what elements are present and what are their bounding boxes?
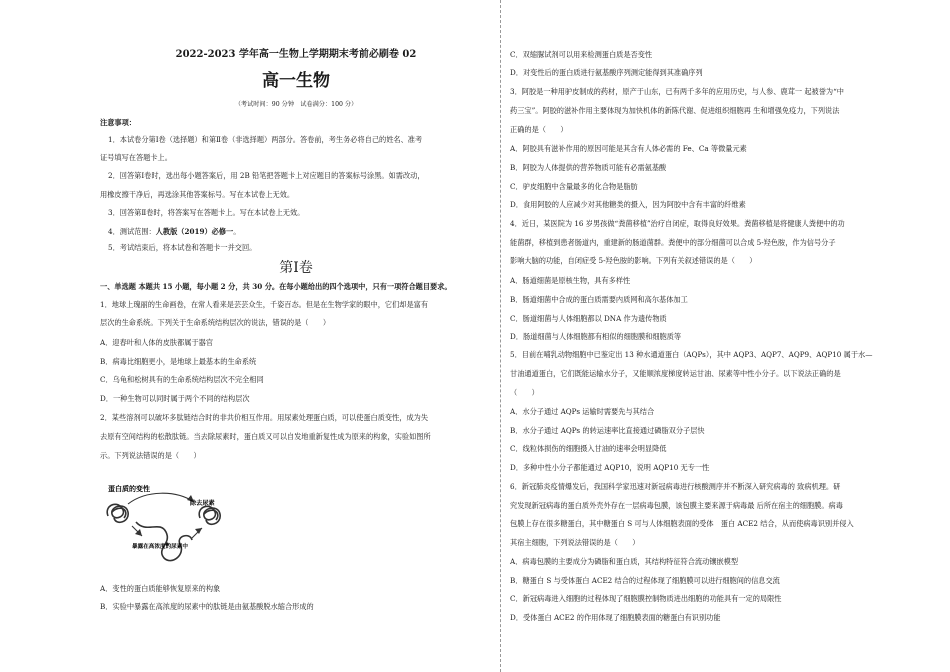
subject-title: 高一生物 — [262, 71, 330, 91]
q4-option-a: A．肠道细菌是原核生物，具有多样性 — [510, 276, 631, 285]
note-5: 5．考试结束后，将本试卷和答题卡一并交回。 — [108, 243, 257, 252]
q4-stem-c: 影响大脑的功能，自闭症受 5-羟色胺的影响。下列有关叙述错误的是（ ） — [510, 256, 757, 265]
q5-stem-a: 5．目前在哺乳动物细胞中已鉴定出 13 种水通道蛋白（AQPs），其中 AQP3、AQP7、AQP9、AQP10 属于水— — [510, 350, 873, 359]
q6-option-d: D．受体蛋白 ACE2 的作用体现了细胞膜表面的糖蛋白有识别功能 — [510, 613, 721, 622]
q2-stem-c: 示。下列说法错误的是（ ） — [100, 451, 201, 460]
denaturation-diagram — [102, 478, 227, 573]
q5-option-b: B．水分子通过 AQPs 的转运速率比直接通过磷脂双分子层快 — [510, 426, 705, 435]
q6-option-c: C．新冠病毒进入细胞的过程体现了细胞膜控制物质进出细胞的功能具有一定的局限性 — [510, 594, 782, 603]
note-1a: 1．本试卷分第Ⅰ卷（选择题）和第Ⅱ卷（非选择题）两部分。答卷前，考生务必将自己的姓名、准考 — [108, 135, 423, 144]
note-2a: 2．回答第Ⅰ卷时，选出每小题答案后，用 2B 铅笔把答题卡上对应题目的答案标号涂黑。如需改动， — [108, 171, 425, 180]
q1-option-a: A．迎春叶和人体的皮肤都属于器官 — [100, 338, 214, 347]
section-title: 第Ⅰ卷 — [279, 260, 313, 276]
q6-option-b: B．糖蛋白 S 与受体蛋白 ACE2 结合的过程体现了细胞膜可以进行细胞间的信息交流 — [510, 576, 780, 585]
note-4: 4．测试范围：人教版（2019）必修一。 — [108, 227, 241, 236]
notes-heading: 注意事项： — [100, 118, 136, 127]
column-divider — [500, 0, 501, 672]
q1-stem-b: 层次的生命系统。下列关于生命系统结构层次的说法，错误的是（ ） — [100, 318, 331, 327]
q3-stem-a: 3．阿胶是一种用驴皮制成的药材，原产于山东，已有两千多年的应用历史，与人参、鹿茸一 起被誉为“中 — [510, 87, 844, 96]
q3-option-d: D．食用阿胶的人应减少对其他糖类的摄入，因为阿胶中含有丰富的纤维素 — [510, 200, 746, 209]
q3-option-a: A．阿胶具有滋补作用的原因可能是其含有人体必需的 Fe、Ca 等微量元素 — [510, 144, 747, 153]
q3-stem-c: 正确的是（ ） — [510, 125, 568, 134]
q6-stem-d: 其宿主细胞，下列说法错误的是（ ） — [510, 538, 640, 547]
q4-option-c: C．肠道细菌与人体细胞都以 DNA 作为遗传物质 — [510, 314, 667, 323]
q5-stem-b: 甘油通道蛋白，它们既能运输水分子，又能顺浓度梯度转运甘油、尿素等中性小分子。以下说法正确的是 — [510, 369, 841, 378]
fig-label-urea-exposure: 暴露在高浓度的尿素中 — [132, 544, 188, 550]
q6-stem-b: 究发现新冠病毒的蛋白质外壳外存在一层病毒包膜，该包膜主要来源于病毒最 后所在宿主的细胞膜。病毒 — [510, 501, 843, 510]
section-instruction: 一、单选题 本题共 15 小题，每小题 2 分，共 30 分。在每小题给出的四个选项中，只有一项符合题目要求。 — [100, 282, 452, 291]
q3-option-b: B．阿胶为人体提供的营养物质可能有必需氨基酸 — [510, 163, 667, 172]
fig-label-denaturation: 蛋白质的变性 — [108, 485, 150, 493]
fig-label-remove-urea: 除去尿素 — [190, 500, 215, 507]
q1-option-d: D．一种生物可以同时属于两个不同的结构层次 — [100, 394, 250, 403]
q4-option-d: D．肠道细菌与人体细胞都有相似的细胞膜和细胞质等 — [510, 332, 682, 341]
q5-option-d: D．多种中性小分子都能通过 AQP10，说明 AQP10 无专一性 — [510, 463, 710, 472]
q6-option-a: A．病毒包膜的主要成分为磷脂和蛋白质，其结构特征符合流动镶嵌模型 — [510, 557, 739, 566]
q6-stem-c: 包膜上存在很多糖蛋白，其中糖蛋白 S 可与人体细胞表面的受体 蛋白 ACE2 结合，从而使病毒识别并侵入 — [510, 519, 854, 528]
protein-denaturation-figure — [102, 478, 227, 573]
q3-option-c: C．驴皮细胞中含量最多的化合物是脂肪 — [510, 182, 638, 191]
q1-stem-a: 1．地球上瑰丽的生命画卷，在常人看来是芸芸众生，千姿百态。但是在生物学家的眼中，它们却是富有 — [100, 300, 429, 309]
exam-info: （考试时间：90 分钟 试卷满分：100 分） — [234, 101, 358, 108]
q2-option-c: C．双缩脲试剂可以用来检测蛋白质是否变性 — [510, 50, 653, 59]
q2-option-b: B．实验中暴露在高浓度的尿素中的肽链是由氨基酸脱水缩合形成的 — [100, 602, 314, 611]
q5-option-c: C．线粒体损伤的细胞摄入甘油的速率会明显降低 — [510, 444, 667, 453]
q4-stem-a: 4．近日，某医院为 16 岁男孩做“粪菌移植”治疗自闭症，取得良好效果。粪菌移植是将健康人粪便中的功 — [510, 219, 845, 228]
arrow-head-right — [195, 528, 202, 534]
q3-stem-b: 药三宝”。阿胶的滋补作用主要体现为加快机体的新陈代谢、促进组织细胞再 生和增强免疫力，下列说法 — [510, 106, 840, 115]
note-3: 3．回答第Ⅱ卷时，将答案写在答题卡上。写在本试卷上无效。 — [108, 208, 305, 217]
note-1b: 证号填写在答题卡上。 — [100, 153, 172, 162]
exam-title: 2022-2023 学年高一生物上学期期末考前必刷卷 02 — [175, 49, 417, 60]
q5-option-a: A．水分子通过 AQPs 运输时需要先与其结合 — [510, 407, 655, 416]
q2-option-a: A．变性的蛋白质能够恢复原来的构象 — [100, 584, 221, 593]
q1-option-b: B．病毒比细胞更小，是地球上最基本的生命系统 — [100, 357, 257, 366]
q2-option-d: D．对变性后的蛋白质进行氨基酸序列测定能得到其准确序列 — [510, 68, 703, 77]
q1-option-c: C．乌龟和松树具有的生命系统结构层次不完全相同 — [100, 375, 264, 384]
q6-stem-a: 6．新冠肺炎疫情爆发后，我国科学家迅速对新冠病毒进行核酸测序并不断深入研究病毒的 致病机理。研 — [510, 482, 841, 491]
q4-option-b: B．肠道细菌中合成的蛋白质需要内质网和高尔基体加工 — [510, 295, 688, 304]
q5-stem-c: （ ） — [510, 388, 539, 397]
q4-stem-b: 能菌群，移植到患者肠道内，重建新的肠道菌群。粪便中的部分细菌可以合成 5-羟色胺，作为信号分子 — [510, 238, 836, 247]
q2-stem-b: 去原有空间结构的松散肽链。当去除尿素时，蛋白质又可以自发地重新复性成为原来的构象，实验如图所 — [100, 432, 431, 441]
note-2b: 用橡皮擦干净后，再选涂其他答案标号。写在本试卷上无效。 — [100, 190, 295, 199]
q2-stem-a: 2．某些溶剂可以破坏多肽链结合时的非共价相互作用。用尿素处理蛋白质，可以使蛋白质变性，成为失 — [100, 413, 429, 422]
